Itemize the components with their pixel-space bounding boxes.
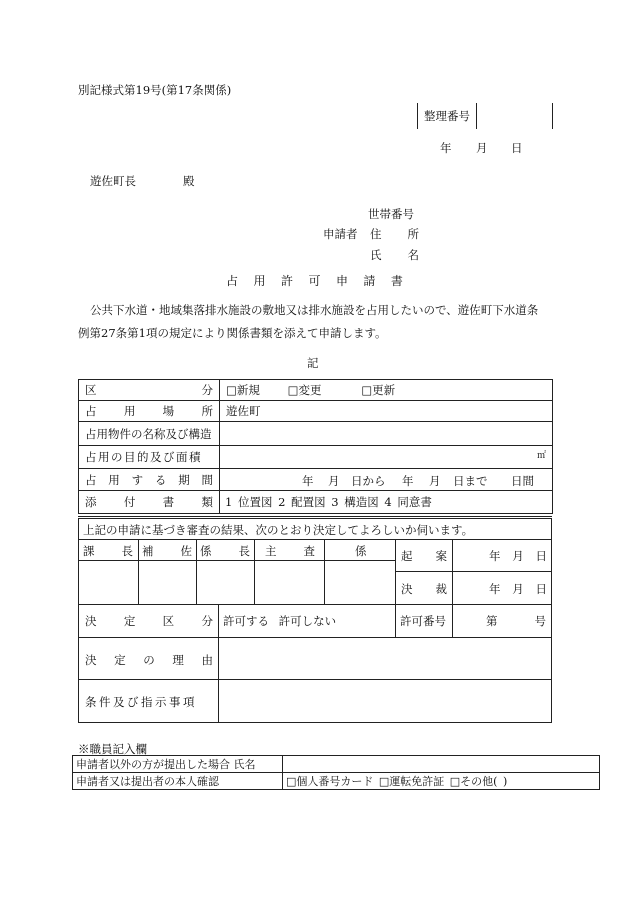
conditions-label: 条件及び指示事項 xyxy=(85,695,197,709)
staff-table xyxy=(72,755,600,790)
table-row xyxy=(73,756,600,773)
reason-label: 決 定 の 理 由 xyxy=(85,653,213,667)
table-row xyxy=(73,773,600,790)
period-value[interactable]: 年 月 日から 年 月 日まで 日間 xyxy=(220,469,553,491)
place-label: 占 用 場 所 xyxy=(85,404,213,418)
table-row xyxy=(79,469,553,491)
date-day: 日 xyxy=(511,141,523,155)
option-change[interactable]: □変更 xyxy=(287,383,322,397)
purpose-value[interactable] xyxy=(220,446,553,469)
decision-options[interactable]: 許可する 許可しない xyxy=(223,614,337,628)
table-row xyxy=(79,446,553,469)
option-new[interactable]: □新規 xyxy=(226,383,260,397)
application-table xyxy=(78,379,553,514)
stamp-kacho: 課 長 xyxy=(83,544,133,558)
period-label: 占 用 す る 期 間 xyxy=(85,472,213,487)
body-text-line2: 例第27条第1項の規定により関係書類を添えて申請します。 xyxy=(78,326,387,340)
body-text-line1: 公共下水道・地域集落排水施設の敷地又は排水施設を占用したいので、遊佐町下水道条 xyxy=(90,303,539,317)
kian-label: 起 案 xyxy=(401,549,447,563)
name-label: 氏 名 xyxy=(370,248,419,262)
stamp-shusa: 主 査 xyxy=(265,544,315,558)
serial-number-box xyxy=(417,103,553,129)
stamp-hosa: 補 佐 xyxy=(142,544,192,558)
id-options[interactable]: □個人番号カード □運転免許証 □その他( ) xyxy=(283,773,600,790)
page-title: 占 用 許 可 申 請 書 xyxy=(226,274,403,288)
form-label: 別記様式第19号(第17条関係) xyxy=(78,83,232,97)
decision-label: 決 定 区 分 xyxy=(85,614,213,628)
applicant-label: 申請者 xyxy=(323,227,358,241)
attach-value: 1 位置図 2 配置図 3 構造図 4 同意書 xyxy=(220,491,553,514)
serial-value[interactable] xyxy=(477,103,552,129)
object-label: 占用物件の名称及び構造 xyxy=(79,422,220,446)
stamp-kakari: 係 xyxy=(355,544,367,558)
kessai-date: 年 月 日 xyxy=(489,582,547,596)
object-value[interactable] xyxy=(220,422,553,446)
area-unit: ㎡ xyxy=(536,451,546,461)
kian-date: 年 月 日 xyxy=(489,549,547,563)
kessai-label: 決 裁 xyxy=(401,582,447,596)
addressee-honorific: 殿 xyxy=(183,174,195,188)
serial-label: 整理番号 xyxy=(418,103,477,129)
staff-row1-label: 申請者以外の方が提出した場合 氏名 xyxy=(73,756,283,773)
review-block xyxy=(78,518,552,723)
ki-label: 記 xyxy=(307,356,319,370)
address-label: 住 所 xyxy=(370,227,419,241)
option-renew[interactable]: □更新 xyxy=(361,383,396,397)
table-row xyxy=(79,380,553,401)
review-notice: 上記の申請に基づき審査の結果、次のとおり決定してよろしいか伺います。 xyxy=(83,523,474,537)
attach-label: 添 付 書 類 xyxy=(85,495,213,509)
place-value[interactable]: 遊佐町 xyxy=(220,401,553,422)
permit-no-label: 許可番号 xyxy=(400,614,446,628)
kubun-options[interactable] xyxy=(220,380,553,401)
purpose-label: 占用の目的及び面積 xyxy=(79,446,220,469)
permit-no-value: 第 号 xyxy=(486,614,546,628)
addressee-name: 遊佐町長 xyxy=(90,174,136,188)
staff-row2-label: 申請者又は提出者の本人確認 xyxy=(73,773,283,790)
table-row xyxy=(79,422,553,446)
kubun-label: 区 分 xyxy=(85,383,213,397)
date-year: 年 xyxy=(440,141,452,155)
double-rule xyxy=(78,516,552,517)
staff-row1-value[interactable] xyxy=(283,756,600,773)
household-label: 世帯番号 xyxy=(368,207,414,221)
stamp-kakaricho: 係 長 xyxy=(200,544,250,558)
staff-heading: ※職員記入欄 xyxy=(78,742,147,756)
date-month: 月 xyxy=(476,141,488,155)
table-row xyxy=(79,401,553,422)
table-row xyxy=(79,491,553,514)
